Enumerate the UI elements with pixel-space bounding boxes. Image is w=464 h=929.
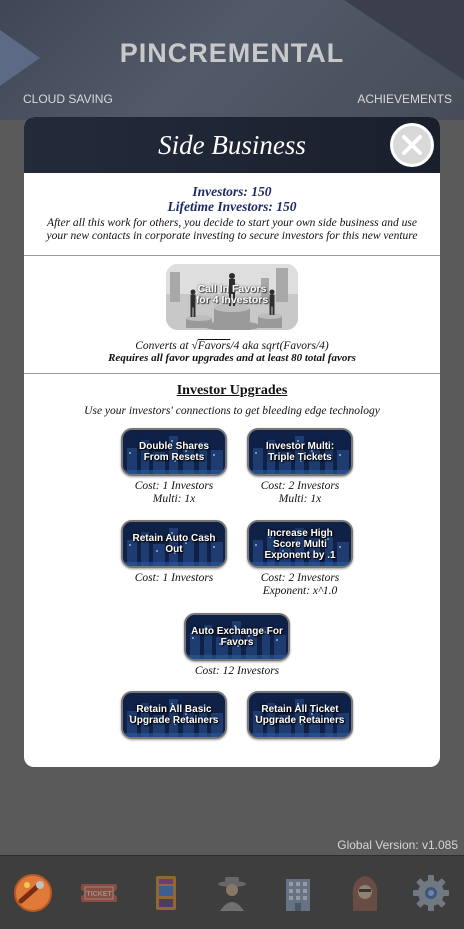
- pinball-icon: [13, 873, 53, 913]
- upgrade-detail: Exponent: x^1.0: [262, 585, 338, 597]
- nav-spy[interactable]: [210, 871, 254, 915]
- svg-text:TICKET: TICKET: [86, 890, 113, 898]
- nav-settings[interactable]: [409, 871, 453, 915]
- investors-section: [24, 173, 440, 242]
- upgrade-auto-exchange: [184, 613, 290, 678]
- bottom-nav: [0, 855, 464, 929]
- game-title: PINCREMENTAL: [119, 38, 345, 68]
- hooded-figure-icon: [345, 873, 385, 913]
- cloud-saving-button[interactable]: CLOUD SAVING: [23, 92, 113, 106]
- investor-upgrades-title: Investor Upgrades: [176, 383, 288, 398]
- requirements-text: Requires all favor upgrades and at least 80 total favors: [108, 352, 356, 364]
- upgrade-label: Retain All Basic Upgrade Retainers: [129, 704, 219, 726]
- upgrade-button[interactable]: [184, 613, 290, 661]
- upgrade-label: Retain All Ticket Upgrade Retainers: [255, 704, 345, 726]
- upgrade-cost: Cost: 12 Investors: [194, 665, 280, 677]
- gear-icon: [411, 873, 451, 913]
- upgrade-label: Investor Multi: Triple Tickets: [265, 441, 335, 463]
- converts-prefix: Converts at: [135, 340, 192, 352]
- upgrade-button[interactable]: [247, 520, 353, 568]
- upgrade-detail: Multi: 1x: [152, 493, 196, 505]
- upgrade-label: Increase High Score Multi Exponent by .1: [264, 527, 336, 561]
- call-in-favors-button[interactable]: [166, 264, 298, 330]
- favor-button-line1: Call In Favors: [197, 283, 267, 295]
- favor-button-line2: for 4 Investors: [195, 294, 269, 306]
- upgrade-detail: Multi: 1x: [278, 493, 322, 505]
- upgrade-cost: Cost: 1 Investors: [134, 480, 214, 492]
- upgrade-retain-basic-retainers: [121, 691, 227, 739]
- converts-sqrt-term: Favors: [197, 340, 231, 352]
- upgrade-button[interactable]: [247, 428, 353, 476]
- favor-button-label: [166, 284, 298, 306]
- upgrade-cost: Cost: 2 Investors: [260, 480, 340, 492]
- nav-pinball[interactable]: [11, 871, 55, 915]
- building-icon: [278, 873, 318, 913]
- upgrade-cost: Cost: 1 Investors: [134, 572, 214, 584]
- upgrades-grid: [24, 428, 440, 767]
- upgrade-cost: Cost: 2 Investors: [260, 572, 340, 584]
- modal-title: Side Business: [158, 129, 306, 160]
- investors-count: Investors: 150: [192, 184, 272, 199]
- side-business-modal: [24, 117, 440, 767]
- upgrade-button[interactable]: [121, 520, 227, 568]
- upgrade-retain-ticket-retainers: [247, 691, 353, 739]
- converts-formula: [24, 340, 440, 352]
- upgrade-button[interactable]: [247, 691, 353, 739]
- nav-hooded[interactable]: [343, 871, 387, 915]
- spy-icon: [212, 873, 252, 913]
- upgrade-button[interactable]: [121, 428, 227, 476]
- favor-section: [24, 256, 440, 364]
- close-icon: [400, 133, 424, 157]
- lifetime-investors-count: Lifetime Investors: 150: [167, 199, 297, 214]
- nav-tickets[interactable]: [77, 871, 121, 915]
- version-label: Global Version: v1.085: [337, 838, 458, 852]
- nav-building[interactable]: [276, 871, 320, 915]
- upgrade-triple-tickets: [247, 428, 353, 506]
- arcade-machine-icon: [146, 873, 186, 913]
- achievements-button[interactable]: ACHIEVEMENTS: [357, 92, 452, 106]
- intro-text: After all this work for others, you decide to start your own side business and use your new contacts in corporate investing to secure investors for this new venture: [46, 217, 418, 242]
- ticket-icon: [79, 873, 119, 913]
- upgrade-double-shares: [121, 428, 227, 506]
- nav-arcade[interactable]: [144, 871, 188, 915]
- converts-suffix: /4 aka sqrt(Favors/4): [230, 340, 329, 352]
- upgrade-retain-auto-cash-out: [121, 520, 227, 585]
- investor-upgrades-subtitle: Use your investors' connections to get bleeding edge technology: [84, 405, 380, 417]
- modal-header: [24, 117, 440, 173]
- divider: [24, 373, 440, 374]
- upgrade-label: Retain Auto Cash Out: [132, 533, 216, 555]
- close-button[interactable]: [390, 123, 434, 167]
- upgrade-button[interactable]: [121, 691, 227, 739]
- upgrade-label: Double Shares From Resets: [138, 441, 210, 463]
- upgrade-high-score-exponent: [247, 520, 353, 598]
- upgrade-label: Auto Exchange For Favors: [191, 626, 283, 648]
- sqrt-symbol: √: [191, 340, 198, 352]
